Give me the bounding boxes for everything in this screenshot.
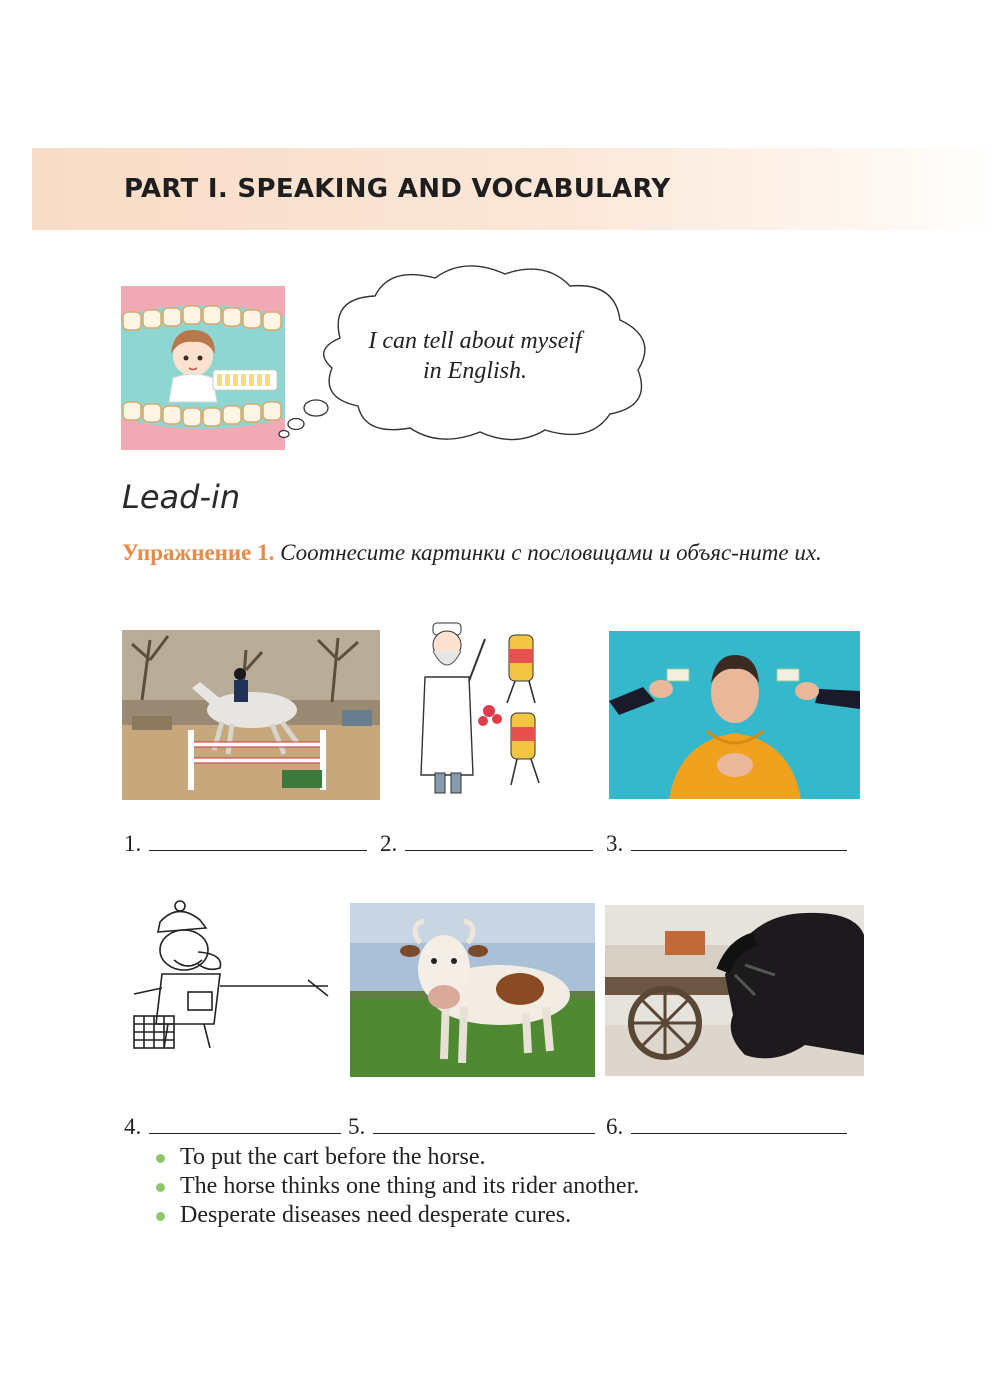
section-title: Lead-in: [122, 478, 241, 516]
answer-number-2: 2.: [380, 831, 398, 856]
answer-number-4: 4.: [124, 1114, 142, 1139]
answer-line-6[interactable]: [606, 1113, 847, 1140]
exercise-instruction: [122, 537, 862, 568]
answer-line-1[interactable]: [124, 830, 367, 857]
answer-blank-6[interactable]: [631, 1113, 847, 1134]
answer-blank-5[interactable]: [373, 1113, 595, 1134]
list-item: [150, 1172, 639, 1201]
cow-in-field-photo: [350, 903, 595, 1077]
bullet-icon: [156, 1183, 165, 1192]
answer-line-3[interactable]: [606, 830, 847, 857]
exercise-text: Соотнесите картинки с пословицами и объяс-ните их.: [280, 540, 822, 565]
show-jumping-horse-photo: [122, 630, 380, 800]
list-item: [150, 1143, 639, 1172]
answer-number-6: 6.: [606, 1114, 624, 1139]
proverbs-list: [150, 1143, 639, 1230]
answer-blank-2[interactable]: [405, 830, 593, 851]
bubble-text: [330, 326, 620, 386]
exercise-label: Упражнение 1.: [122, 540, 275, 565]
part-title: PART I. SPEAKING AND VOCABULARY: [124, 174, 671, 204]
proverb-2: The horse thinks one thing and its rider another.: [180, 1173, 640, 1199]
bubble-line-1: I can tell about myseif: [368, 328, 582, 354]
answer-line-2[interactable]: [380, 830, 593, 857]
dentist-illustration: [121, 286, 285, 450]
bubble-line-2: in English.: [422, 358, 527, 384]
answer-number-5: 5.: [348, 1114, 366, 1139]
list-item: [150, 1201, 639, 1230]
answer-number-3: 3.: [606, 831, 624, 856]
proverb-1: To put the cart before the horse.: [180, 1144, 486, 1170]
proverb-3: Desperate diseases need desperate cures.: [180, 1202, 572, 1228]
fisherman-cartoon: [128, 898, 334, 1058]
answer-blank-1[interactable]: [149, 830, 367, 851]
answer-line-4[interactable]: [124, 1113, 341, 1140]
answer-blank-3[interactable]: [631, 830, 847, 851]
bullet-icon: [156, 1212, 165, 1221]
boy-with-offered-money-photo: [609, 631, 860, 799]
doctor-and-medicine-cartoon: [411, 615, 569, 803]
pony-and-cart-photo: [605, 905, 864, 1076]
bullet-icon: [156, 1154, 165, 1163]
answer-blank-4[interactable]: [149, 1113, 341, 1134]
answer-line-5[interactable]: [348, 1113, 595, 1140]
answer-number-1: 1.: [124, 831, 142, 856]
